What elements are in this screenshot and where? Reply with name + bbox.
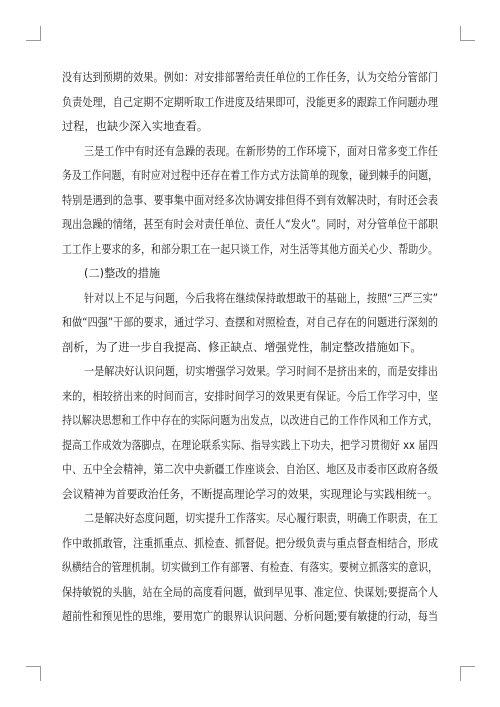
paragraph-start-line: 针对以上不足与问题，今后我将在继续保持敢想敢干的基础上，按照“三严三实” bbox=[84, 291, 438, 305]
paragraph-start-line: 二是解决好态度问题，切实提升工作落实。尽心履行职责，明确工作职责，在工 bbox=[84, 512, 438, 525]
text-line: 来的，相较挤出来的时间而言，安排时间学习的效果更有保证。今后工作学习中，坚 bbox=[62, 389, 438, 403]
text-line: 和做“四强”干部的要求，通过学习、查摆和对照检查，对自己存在的问题进行深刻的 bbox=[62, 316, 438, 329]
text-line: 负责处理，自己定期不定期听取工作进度及结果即可，没能更多的跟踪工作问题办理 bbox=[62, 95, 438, 109]
document-body bbox=[62, 66, 438, 630]
text-line: 纵横结合的管理机制。切实做到工作有部署、有检查、有落实。要树立抓落实的意识， bbox=[62, 561, 438, 574]
text-line: 特别是遇到的急事、要事集中面对经多次协调安排但得不到有效解决时，有时还会表 bbox=[62, 193, 438, 207]
text-line: 过程，也缺少深入实地查看。 bbox=[62, 120, 209, 133]
text-line: 务及工作问题，有时应对过程中还存在着工作方式方法简单的现象，碰到棘手的问题， bbox=[62, 169, 438, 182]
text-line: 超前性和预见性的思维，要用宽广的眼界认识问题、分析问题;要有敏捷的行动，每当 bbox=[62, 610, 438, 623]
text-line: 持以解决思想和工作中存在的实际问题为出发点，以改进自己的工作作风和工作方式， bbox=[62, 414, 438, 427]
text-line: 保持敏锐的头脑，站在全局的高度看问题，做到早见事、准定位、快谋划;要提高个人 bbox=[62, 585, 438, 599]
text-line: 提高工作成效为落脚点，在理论联系实际、指导实践上下功夫，把学习贯彻好 xx 届四 bbox=[62, 438, 438, 452]
crop-mark-bottom-left bbox=[26, 666, 41, 681]
text-line: 作中敢抓敢管，注重抓重点、抓检查、抓督促。把分级负责与重点督查相结合，形成 bbox=[62, 536, 438, 550]
crop-mark-top-left bbox=[26, 26, 41, 41]
section-heading: (二)整改的措施 bbox=[84, 267, 161, 280]
text-line: 没有达到预期的效果。例如：对安排部署给责任单位的工作任务，认为交给分管部门 bbox=[62, 71, 438, 84]
crop-mark-bottom-right bbox=[460, 666, 475, 681]
text-line: 会议精神为首要政治任务，不断提高理论学习的效果，实现理论与实践相统一。 bbox=[62, 487, 438, 501]
crop-mark-top-right bbox=[460, 26, 475, 41]
text-line: 剖析，为了进一步自我提高、修正缺点、增强党性，制定整改措施如下。 bbox=[62, 340, 422, 354]
text-line: 中、五中全会精神，第二次中央新疆工作座谈会、自治区、地区及市委市区政府各级 bbox=[62, 463, 438, 476]
paragraph-start-line: 三是工作中有时还有急躁的表现。在新形势的工作环境下，面对日常多变工作任 bbox=[84, 144, 438, 158]
paragraph-start-line: 一是解决好认识问题，切实增强学习效果。学习时间不是挤出来的，而是安排出 bbox=[84, 365, 438, 378]
text-line: 工工作上要求的多，和部分职工在一起只谈工作，对生活等其他方面关心少、帮助少。 bbox=[62, 242, 438, 256]
text-line: 现出急躁的情绪，甚至有时会对责任单位、责任人“发火”。同时，对分管单位干部职 bbox=[62, 218, 438, 231]
